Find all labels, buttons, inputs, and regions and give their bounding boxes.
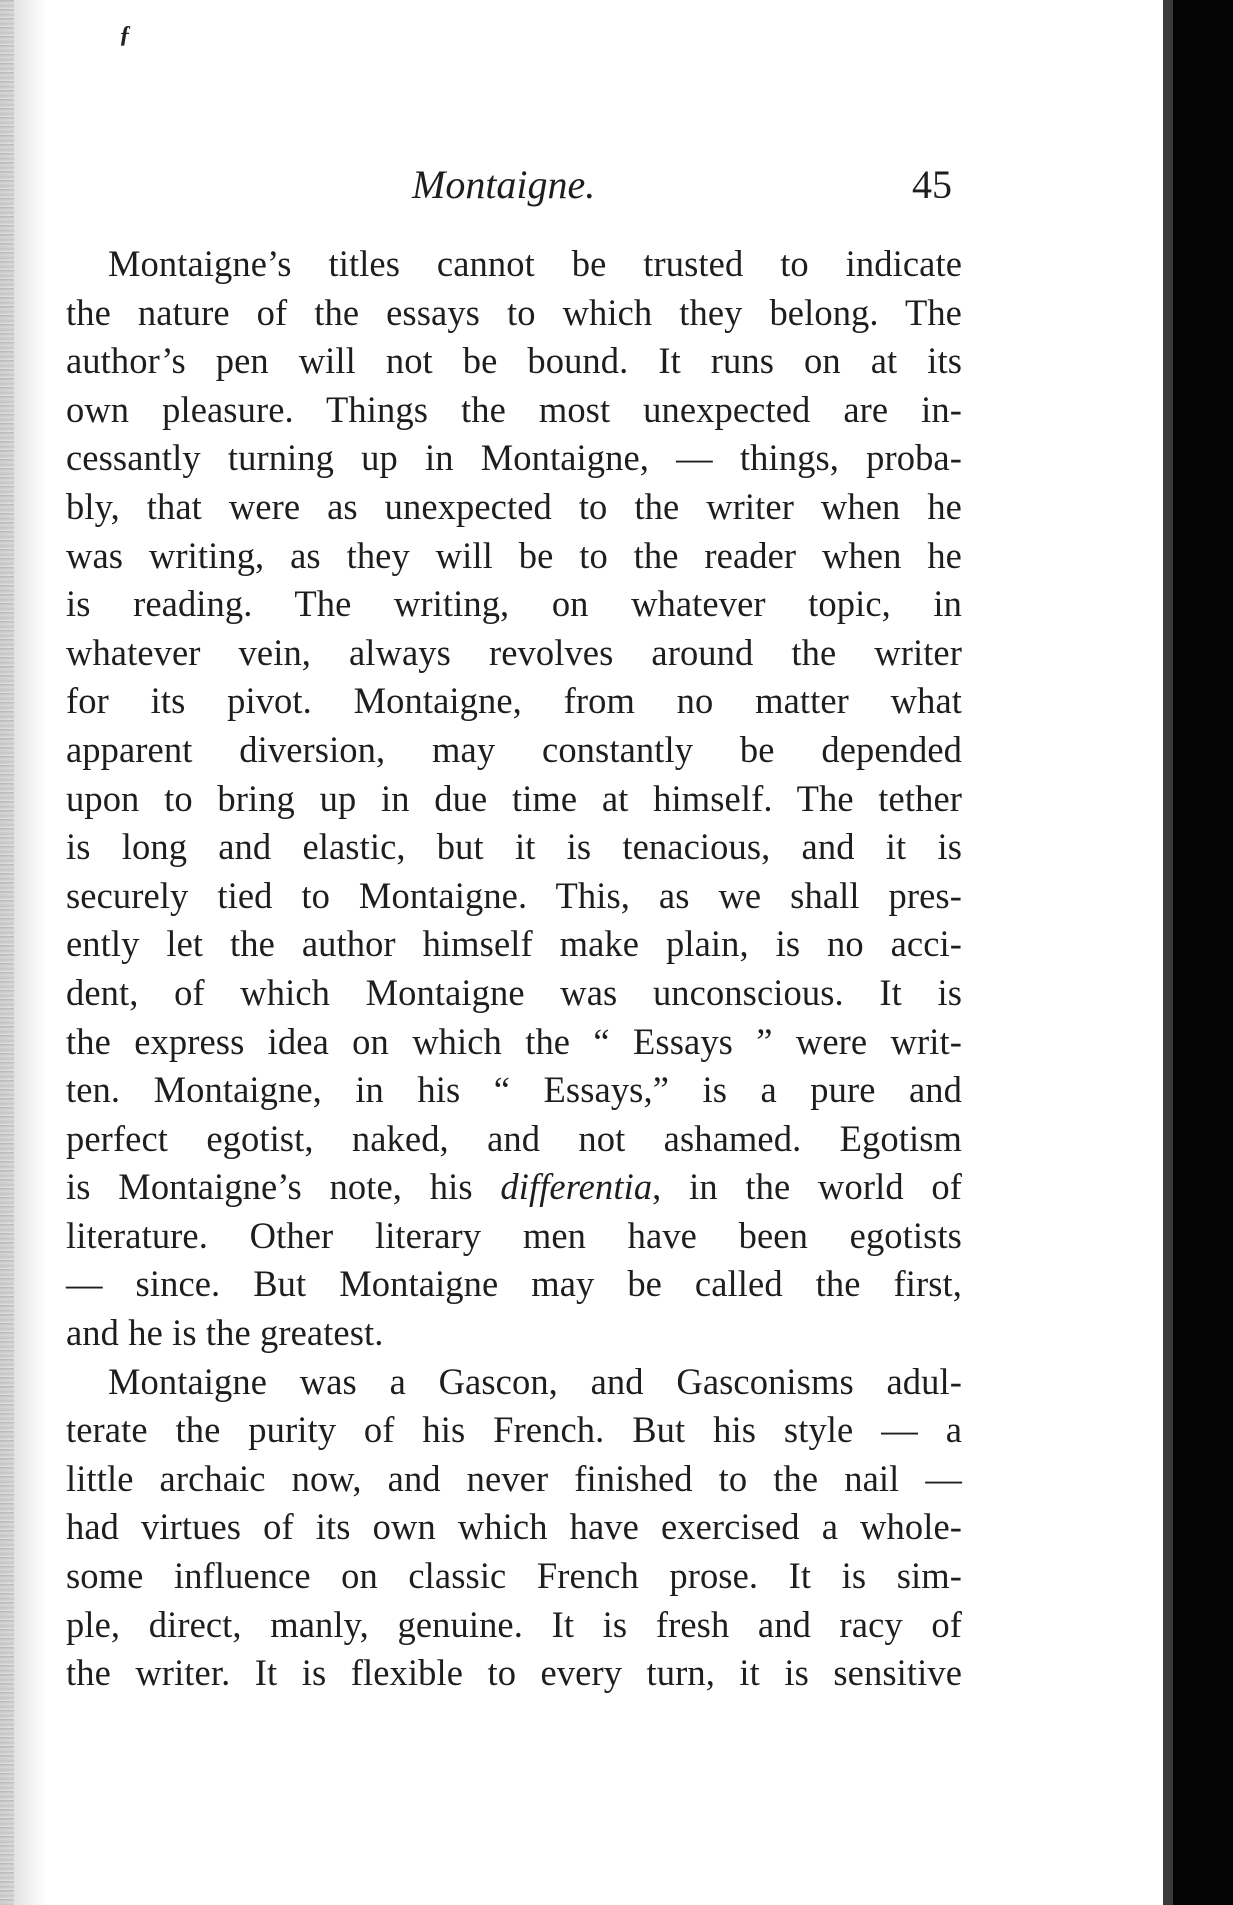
text-line: was writing, as they will be to the reader when he xyxy=(66,534,962,576)
body-text xyxy=(66,240,962,1698)
text-line: — since. But Montaigne may be called the first, xyxy=(66,1263,962,1305)
text-line: ple, direct, manly, genuine. It is fresh and racy of xyxy=(66,1603,962,1645)
text-line-with-italic xyxy=(66,1163,962,1212)
text-line: cessantly turning up in Montaigne, — things, proba- xyxy=(66,437,962,479)
text-line: whatever vein, always revolves around the writer xyxy=(66,631,962,673)
paragraph-1 xyxy=(66,240,962,1358)
text-line: little archaic now, and never finished to the nail — xyxy=(66,1457,962,1499)
running-header xyxy=(0,160,1233,210)
text-line: Montaigne’s titles cannot be trusted to indicate xyxy=(108,243,962,284)
running-title: Montaigne. xyxy=(412,162,596,207)
printer-mark: ƒ xyxy=(119,22,131,48)
text-line: the express idea on which the “ Essays ” were writ- xyxy=(66,1020,962,1062)
text-line: dent, of which Montaigne was unconscious. It is xyxy=(66,971,962,1013)
text-line: the nature of the essays to which they belong. The xyxy=(66,291,962,333)
binding-gutter xyxy=(0,0,46,1905)
italic-term: differentia xyxy=(500,1166,653,1208)
text-line: upon to bring up in due time at himself. The tether xyxy=(66,777,962,819)
text-line: some influence on classic French prose. It is sim- xyxy=(66,1555,962,1597)
text-line: author’s pen will not be bound. It runs on at its xyxy=(66,340,962,382)
text-line: Montaigne was a Gascon, and Gasconisms adul- xyxy=(108,1360,962,1402)
text-segment: , in the world of xyxy=(652,1166,962,1208)
text-line: literature. Other literary men have been egotists xyxy=(66,1214,962,1256)
text-line: terate the purity of his French. But his style — a xyxy=(66,1409,962,1451)
text-line: apparent diversion, may constantly be depended xyxy=(66,728,962,770)
text-line: securely tied to Montaigne. This, as we shall pres- xyxy=(66,874,962,916)
text-segment: is Montaigne’s note, his xyxy=(66,1166,501,1208)
paragraph-2 xyxy=(66,1358,962,1698)
text-line: is reading. The writing, on whatever topic, in xyxy=(66,583,962,625)
text-line: perfect egotist, naked, and not ashamed. Egotism xyxy=(66,1117,962,1159)
text-line: and he is the greatest. xyxy=(66,1312,384,1354)
text-line: ently let the author himself make plain, is no acci- xyxy=(66,923,962,965)
text-line: is long and elastic, but it is tenacious, and it is xyxy=(66,826,962,868)
scan-edge xyxy=(1163,0,1233,1905)
text-line: ten. Montaigne, in his “ Essays,” is a pure and xyxy=(66,1069,962,1111)
text-line: bly, that were as unexpected to the writer when he xyxy=(66,485,962,527)
text-line: own pleasure. Things the most unexpected are in- xyxy=(66,388,962,430)
text-line: had virtues of its own which have exercised a whole- xyxy=(66,1506,962,1548)
text-line: the writer. It is flexible to every turn, it is sensitive xyxy=(66,1652,962,1694)
text-line: for its pivot. Montaigne, from no matter what xyxy=(66,680,962,722)
page-number: 45 xyxy=(912,162,952,207)
